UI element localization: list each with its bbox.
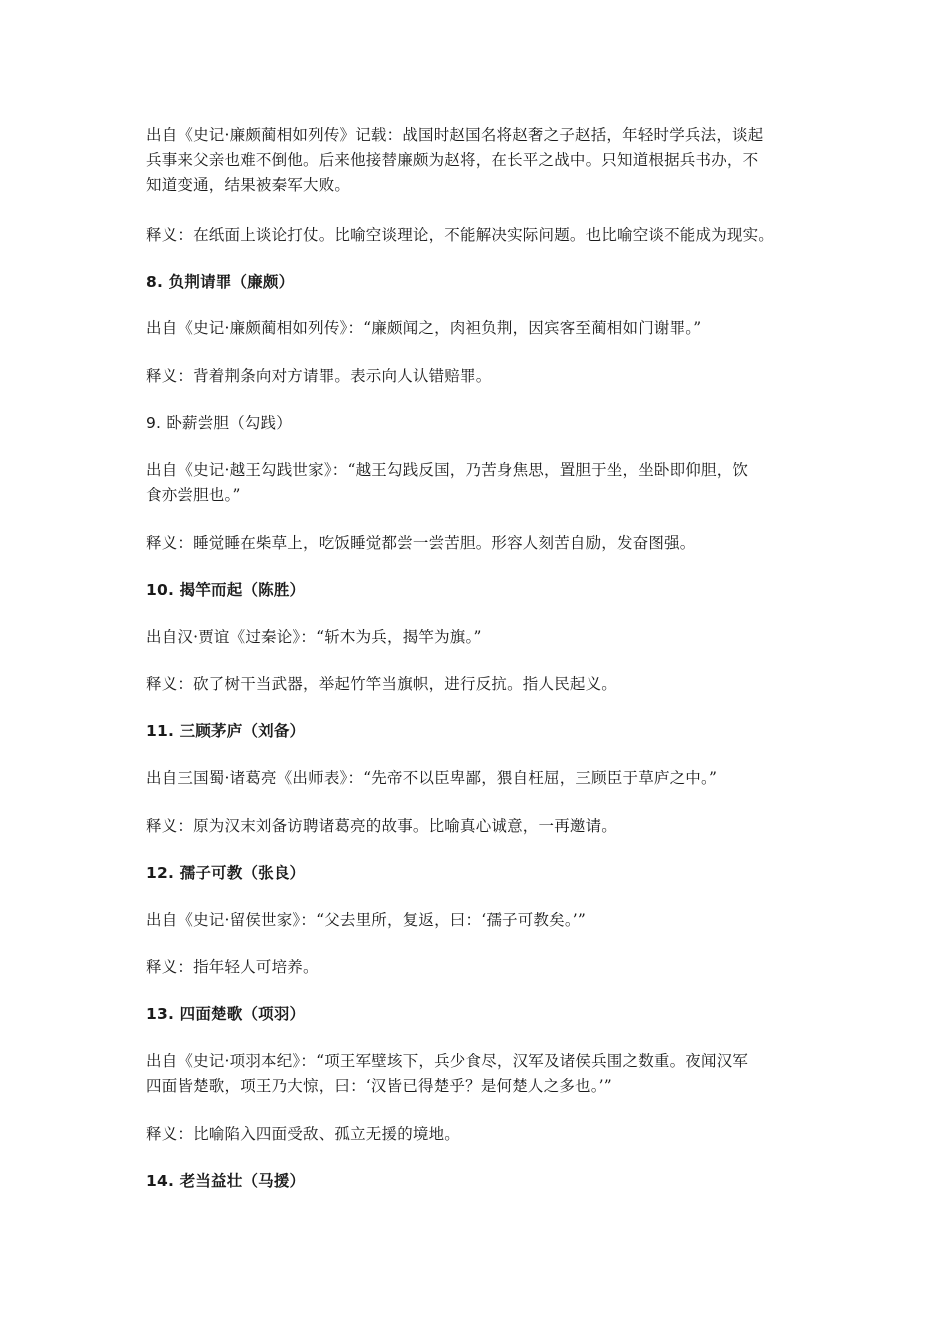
text-line: 释义：在纸面上谈论打仗。比喻空谈理论，不能解决实际问题。也比喻空谈不能成为现实。 [146, 226, 775, 244]
text-line: 释义：比喻陷入四面受敌、孤立无援的境地。 [146, 1125, 461, 1143]
idiom-heading [146, 270, 814, 295]
meaning-paragraph [146, 955, 814, 980]
heading-text: 10. 揭竿而起（陈胜） [146, 581, 306, 599]
text-line: 出自《史记·廉颇蔺相如列传》：“廉颇闻之，肉袒负荆，因宾客至蔺相如门谢罪。” [146, 319, 702, 337]
text-line: 出自汉·贾谊《过秦论》：“斩木为兵，揭竿为旗。” [146, 628, 482, 646]
heading-text: 11. 三顾茅庐（刘备） [146, 722, 306, 740]
text-line: 知道变通，结果被秦军大败。 [146, 176, 351, 194]
idiom-heading [146, 1169, 814, 1194]
heading-text: 13. 四面楚歌（项羽） [146, 1005, 306, 1023]
text-line: 出自《史记·留侯世家》：“父去里所，复返，曰：‘孺子可教矣。’” [146, 911, 587, 929]
heading-text: 14. 老当益壮（马援） [146, 1172, 306, 1190]
text-line: 释义：原为汉末刘备访聘诸葛亮的故事。比喻真心诚意，一再邀请。 [146, 817, 618, 835]
source-paragraph [146, 625, 814, 650]
text-line: 四面皆楚歌，项王乃大惊，曰：‘汉皆已得楚乎？是何楚人之多也。’” [146, 1077, 612, 1095]
meaning-paragraph [146, 672, 814, 697]
text-line: 出自三国蜀·诸葛亮《出师表》：“先帝不以臣卑鄙，猥自枉屈，三顾臣于草庐之中。” [146, 769, 718, 787]
text-line: 出自《史记·越王勾践世家》：“越王勾践反国，乃苦身焦思，置胆于坐，坐卧即仰胆，饮 [146, 461, 749, 479]
text-line: 出自《史记·项羽本纪》：“项王军壁垓下，兵少食尽，汉军及诸侯兵围之数重。夜闻汉军 [146, 1052, 749, 1070]
heading-text: 12. 孺子可教（张良） [146, 864, 306, 882]
text-line: 释义：指年轻人可培养。 [146, 958, 319, 976]
source-paragraph [146, 1049, 814, 1099]
idiom-heading [146, 861, 814, 886]
source-paragraph [146, 908, 814, 933]
heading-text: 9. 卧薪尝胆（勾践） [146, 414, 292, 432]
text-line: 食亦尝胆也。” [146, 486, 241, 504]
meaning-paragraph [146, 814, 814, 839]
source-paragraph [146, 123, 814, 198]
meaning-paragraph [146, 364, 814, 389]
text-line: 兵事来父亲也难不倒他。后来他接替廉颇为赵将，在长平之战中。只知道根据兵书办，不 [146, 151, 759, 169]
meaning-paragraph [146, 223, 814, 248]
heading-text: 8. 负荆请罪（廉颇） [146, 273, 295, 291]
text-line: 释义：背着荆条向对方请罪。表示向人认错赔罪。 [146, 367, 492, 385]
idiom-heading [146, 1002, 814, 1027]
idiom-heading [146, 578, 814, 603]
source-paragraph [146, 458, 814, 508]
text-line: 释义：睡觉睡在柴草上，吃饭睡觉都尝一尝苦胆。形容人刻苦自励，发奋图强。 [146, 534, 696, 552]
source-paragraph [146, 766, 814, 791]
meaning-paragraph [146, 1122, 814, 1147]
meaning-paragraph [146, 531, 814, 556]
idiom-heading [146, 411, 814, 436]
text-line: 出自《史记·廉颇蔺相如列传》记载：战国时赵国名将赵奢之子赵括，年轻时学兵法，谈起 [146, 126, 764, 144]
source-paragraph [146, 316, 814, 341]
idiom-heading [146, 719, 814, 744]
text-line: 释义：砍了树干当武器，举起竹竿当旗帜，进行反抗。指人民起义。 [146, 675, 618, 693]
